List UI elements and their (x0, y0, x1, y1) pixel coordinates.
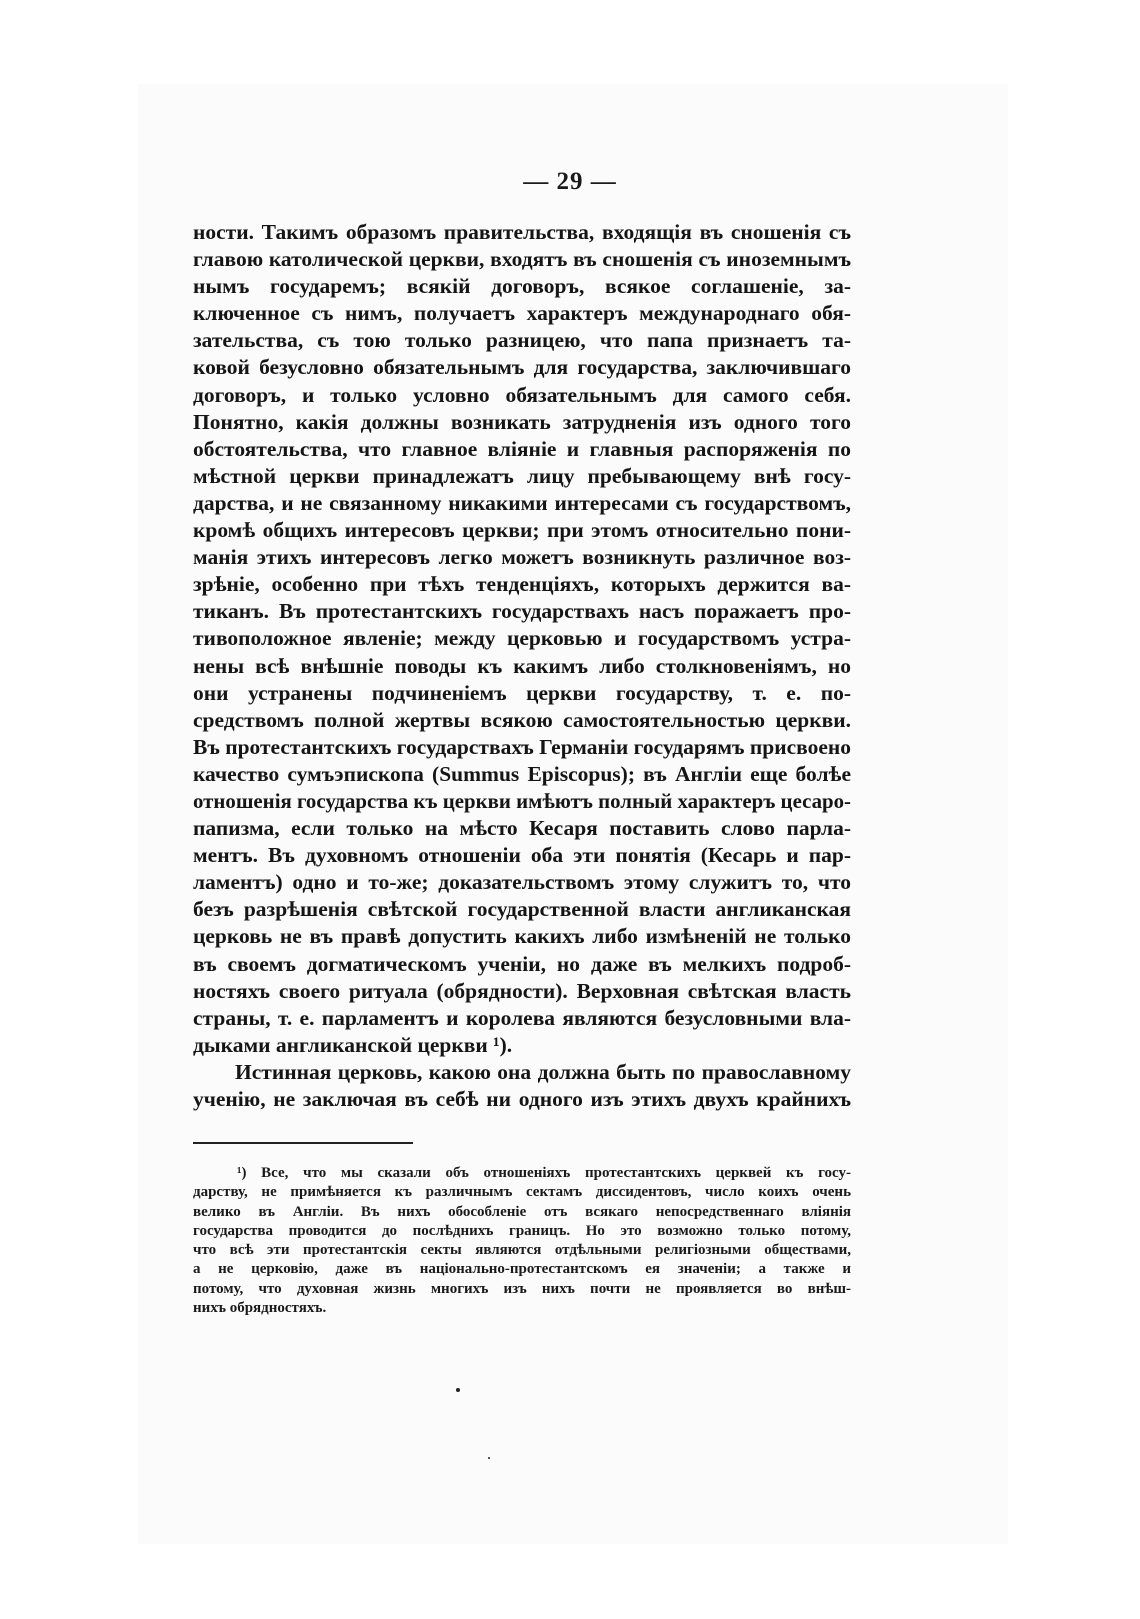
footnote-line: потому, что духовная жизнь многихъ изъ нихъ почти не проявляется во внѣш- (193, 1280, 851, 1297)
footnote-line: государства проводится до послѣднихъ границъ. Но это возможно только потому, (193, 1222, 851, 1239)
footnote-line: а не церковію, даже въ національно-протестантскомъ ея значеніи; а также и (193, 1261, 851, 1278)
text-line: договоръ, и только условно обязательнымъ для самого себя. (193, 382, 851, 407)
text-line: ученію, не заключая въ себѣ ни одного изъ этихъ двухъ крайнихъ (193, 1087, 851, 1111)
text-line: ламентъ) одно и то-же; доказательствомъ этому служитъ то, что (193, 870, 851, 895)
text-line: папизма, если только на мѣсто Кесаря поставить слово парла- (193, 816, 851, 841)
main-text (193, 219, 851, 1113)
text-line: зательства, съ тою только разницею, что папа признаетъ та- (193, 328, 851, 353)
text-line: Истинная церковь, какою она должна быть по православному (235, 1059, 851, 1084)
footnote-line: что всѣ эти протестантскія секты являются отдѣльными религіозными обществами, (193, 1242, 851, 1259)
text-line: тивоположное явленіе; между церковью и государствомъ устра- (193, 626, 851, 651)
page-number: — 29 — (523, 168, 617, 195)
text-line: Въ протестантскихъ государствахъ Германіи государямъ присвоено (193, 734, 852, 759)
text-line: ностяхъ своего ритуала (обрядности). Верховная свѣтская власть (193, 978, 851, 1003)
text-line: ности. Такимъ образомъ правительства, входящія въ сношенія съ (193, 220, 851, 244)
text-line: нымъ государемъ; всякій договоръ, всякое соглашеніе, за- (193, 274, 851, 299)
text-line: въ своемъ догматическомъ ученіи, но даже въ мелкихъ подроб- (193, 951, 851, 976)
text-line: зрѣніе, особенно при тѣхъ тенденціяхъ, которыхъ держится ва- (193, 572, 851, 597)
text-line: страны, т. е. парламентъ и королева являются безусловными вла- (193, 1005, 851, 1030)
text-line: мѣстной церкви принадлежатъ лицу пребывающему внѣ госу- (193, 463, 851, 488)
text-line: средствомъ полной жертвы всякою самостоятельностью церкви. (193, 707, 851, 732)
ink-speck (456, 1388, 460, 1392)
text-line: ключенное съ нимъ, получаетъ характеръ международнаго обя- (193, 301, 851, 326)
footnote-line: нихъ обрядностяхъ. (193, 1300, 327, 1317)
text-line: они устранены подчиненіемъ церкви государству, т. е. по- (193, 680, 851, 705)
text-line: манія этихъ интересовъ легко можетъ возникнуть различное воз- (193, 545, 851, 570)
text-line: безъ разрѣшенія свѣтской государственной власти англиканская (193, 897, 851, 922)
text-line: обстоятельства, что главное вліяніе и главныя распоряженія по (193, 436, 851, 461)
ink-speck (488, 1457, 490, 1459)
text-line: отношенія государства къ церкви имѣютъ полный характеръ цесаро- (193, 788, 851, 813)
text-line: церковь не въ правѣ допустить какихъ либо измѣненій не только (193, 924, 851, 949)
footnotes (193, 1164, 851, 1318)
text-line: кромѣ общихъ интересовъ церкви; при этомъ относительно пони- (193, 518, 851, 543)
footnote-rule (193, 1142, 413, 1144)
text-line: дыками англиканской церкви ¹). (193, 1032, 513, 1057)
text-line: ковой безусловно обязательнымъ для государства, заключившаго (193, 355, 851, 380)
text-line: ментъ. Въ духовномъ отношеніи оба эти понятія (Кесарь и пар- (193, 843, 851, 868)
text-line: нены всѣ внѣшніе поводы къ какимъ либо столкновеніямъ, но (193, 653, 851, 678)
text-line: главою католической церкви, входятъ въ сношенія съ иноземнымъ (193, 247, 851, 272)
text-line: тиканъ. Въ протестантскихъ государствахъ насъ поражаетъ про- (193, 599, 851, 624)
text-line: Понятно, какія должны возникать затрудненія изъ одного того (193, 409, 851, 434)
text-line: качество сумъэпископа (Summus Episcopus); въ Англіи еще болѣе (193, 761, 851, 786)
footnote-line: ¹) Все, что мы сказали объ отношеніяхъ протестантскихъ церквей къ госу- (237, 1165, 851, 1181)
footnote-line: дарству, не примѣняется къ различнымъ сектамъ диссидентовъ, число коихъ очень (193, 1184, 851, 1201)
text-line: дарства, и не связанному никакими интересами съ государствомъ, (193, 490, 851, 515)
footnote-line: велико въ Англіи. Въ нихъ обособленіе отъ всякаго непосредственнаго вліянія (193, 1203, 851, 1220)
